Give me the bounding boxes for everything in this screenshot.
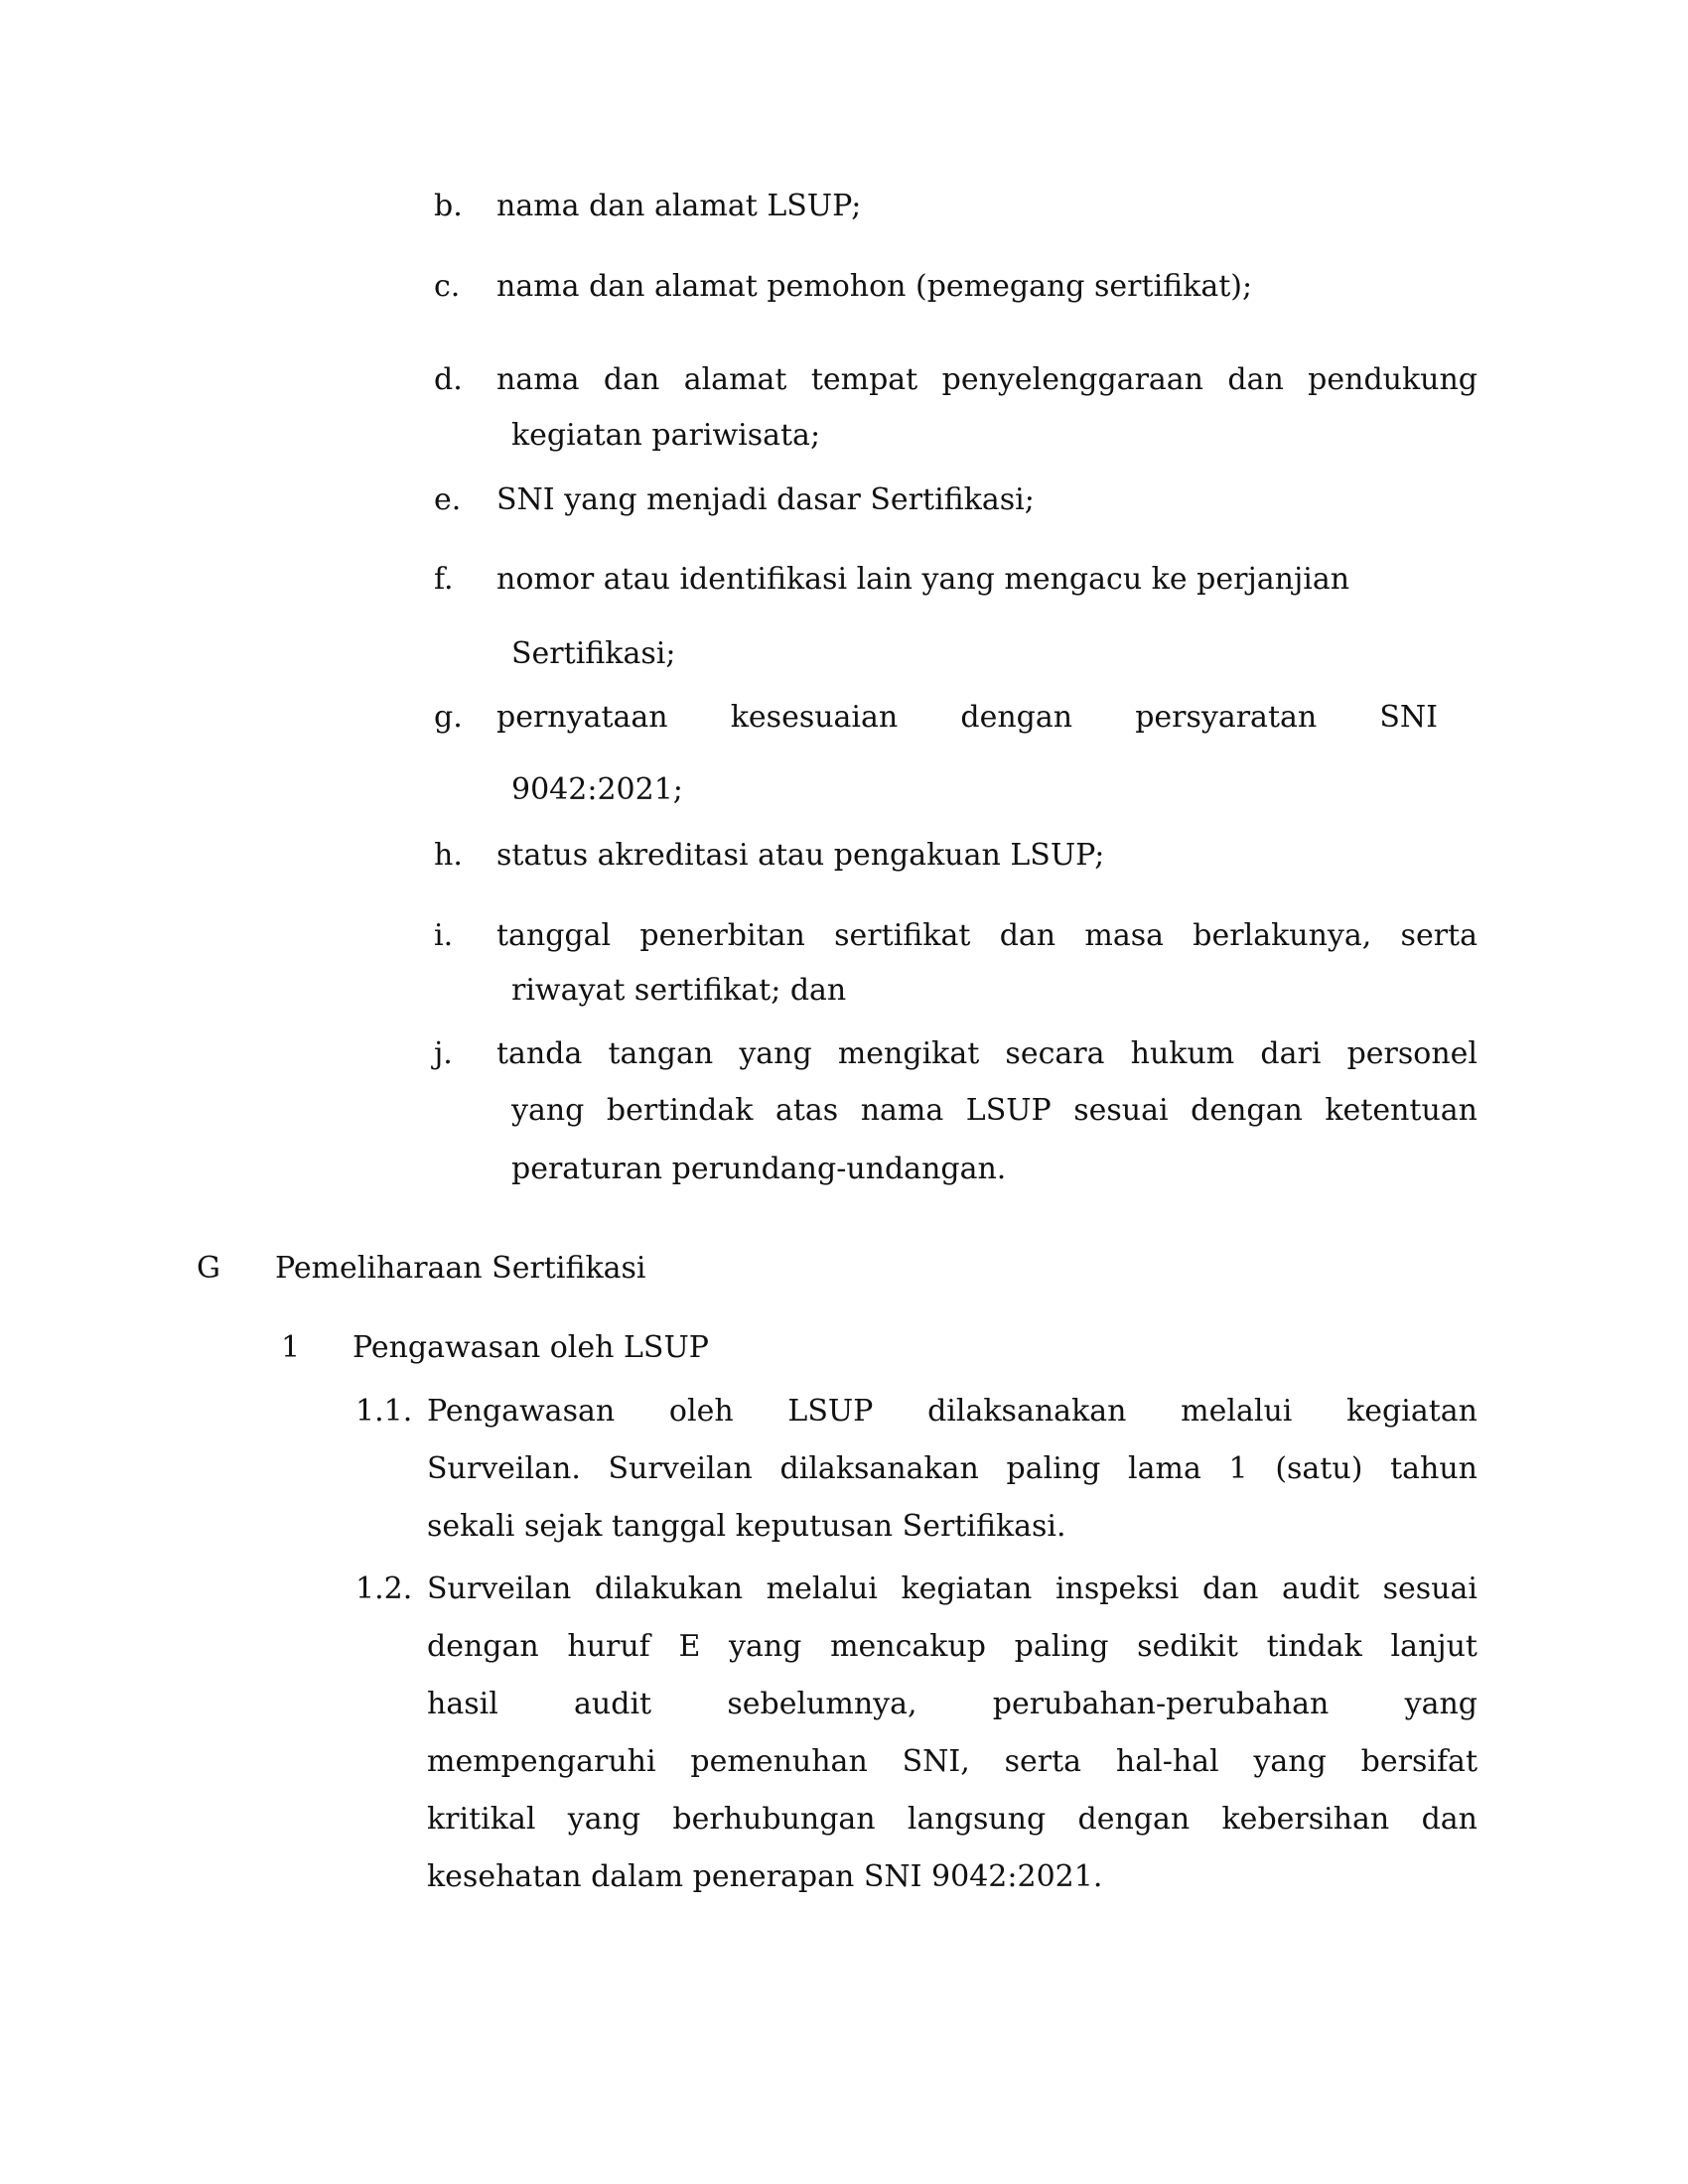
list-item-text: nama dan alamat LSUP; [496, 189, 862, 223]
paragraph-label: 1.2. [355, 1571, 413, 1606]
paragraph-line: Surveilan. Surveilan dilaksanakan paling lama 1 (satu) tahun [427, 1451, 1477, 1486]
paragraph-line: dengan huruf E yang mencakup paling sedikit tindak lanjut [427, 1629, 1477, 1664]
list-item-text: tanggal penerbitan sertifikat dan masa berlakunya, serta [496, 918, 1477, 953]
list-item-text: 9042:2021; [511, 772, 683, 807]
list-item-text: yang bertindak atas nama LSUP sesuai dengan ketentuan [511, 1093, 1477, 1128]
list-item-label: g. [434, 700, 463, 735]
list-item-label: b. [434, 189, 463, 223]
paragraph-line: kesehatan dalam penerapan SNI 9042:2021. [427, 1859, 1103, 1894]
list-item-label: c. [434, 269, 461, 304]
section-title: Pemeliharaan Sertifikasi [275, 1251, 646, 1286]
list-item-text: nama dan alamat pemohon (pemegang sertifikat); [496, 269, 1253, 304]
paragraph-line: hasil audit sebelumnya, perubahan-perubahan yang [427, 1687, 1477, 1721]
list-item-label: f. [434, 562, 454, 597]
list-item-text: peraturan perundang-undangan. [511, 1152, 1007, 1186]
paragraph-line: Surveilan dilakukan melalui kegiatan inspeksi dan audit sesuai [427, 1571, 1477, 1606]
list-item-label: e. [434, 482, 462, 517]
list-item-text: status akreditasi atau pengakuan LSUP; [496, 838, 1105, 873]
list-item-text: riwayat sertifikat; dan [511, 973, 847, 1008]
list-item-text: pernyataan kesesuaian dengan persyaratan SNI [496, 700, 1438, 735]
list-item-label: d. [434, 362, 463, 397]
paragraph-line: mempengaruhi pemenuhan SNI, serta hal-hal yang bersifat [427, 1744, 1477, 1779]
section-label: G [197, 1251, 220, 1286]
list-item-text: tanda tangan yang mengikat secara hukum dari personel [496, 1036, 1477, 1071]
list-item-text: SNI yang menjadi dasar Sertifikasi; [496, 482, 1035, 517]
paragraph-line: Pengawasan oleh LSUP dilaksanakan melalui kegiatan [427, 1394, 1477, 1429]
list-item-text: kegiatan pariwisata; [511, 418, 821, 453]
subsection-label: 1 [281, 1330, 301, 1365]
list-item-text: Sertifikasi; [511, 636, 676, 671]
list-item-label: i. [434, 918, 454, 953]
list-item-text: nama dan alamat tempat penyelenggaraan dan pendukung [496, 362, 1477, 397]
list-item-label: h. [434, 838, 463, 873]
list-item-text: nomor atau identifikasi lain yang mengacu ke perjanjian [496, 562, 1350, 597]
paragraph-line: kritikal yang berhubungan langsung dengan kebersihan dan [427, 1802, 1477, 1837]
paragraph-line: sekali sejak tanggal keputusan Sertifikasi. [427, 1509, 1066, 1544]
list-item-label: j. [434, 1036, 453, 1071]
paragraph-label: 1.1. [355, 1394, 413, 1429]
subsection-title: Pengawasan oleh LSUP [352, 1330, 709, 1365]
